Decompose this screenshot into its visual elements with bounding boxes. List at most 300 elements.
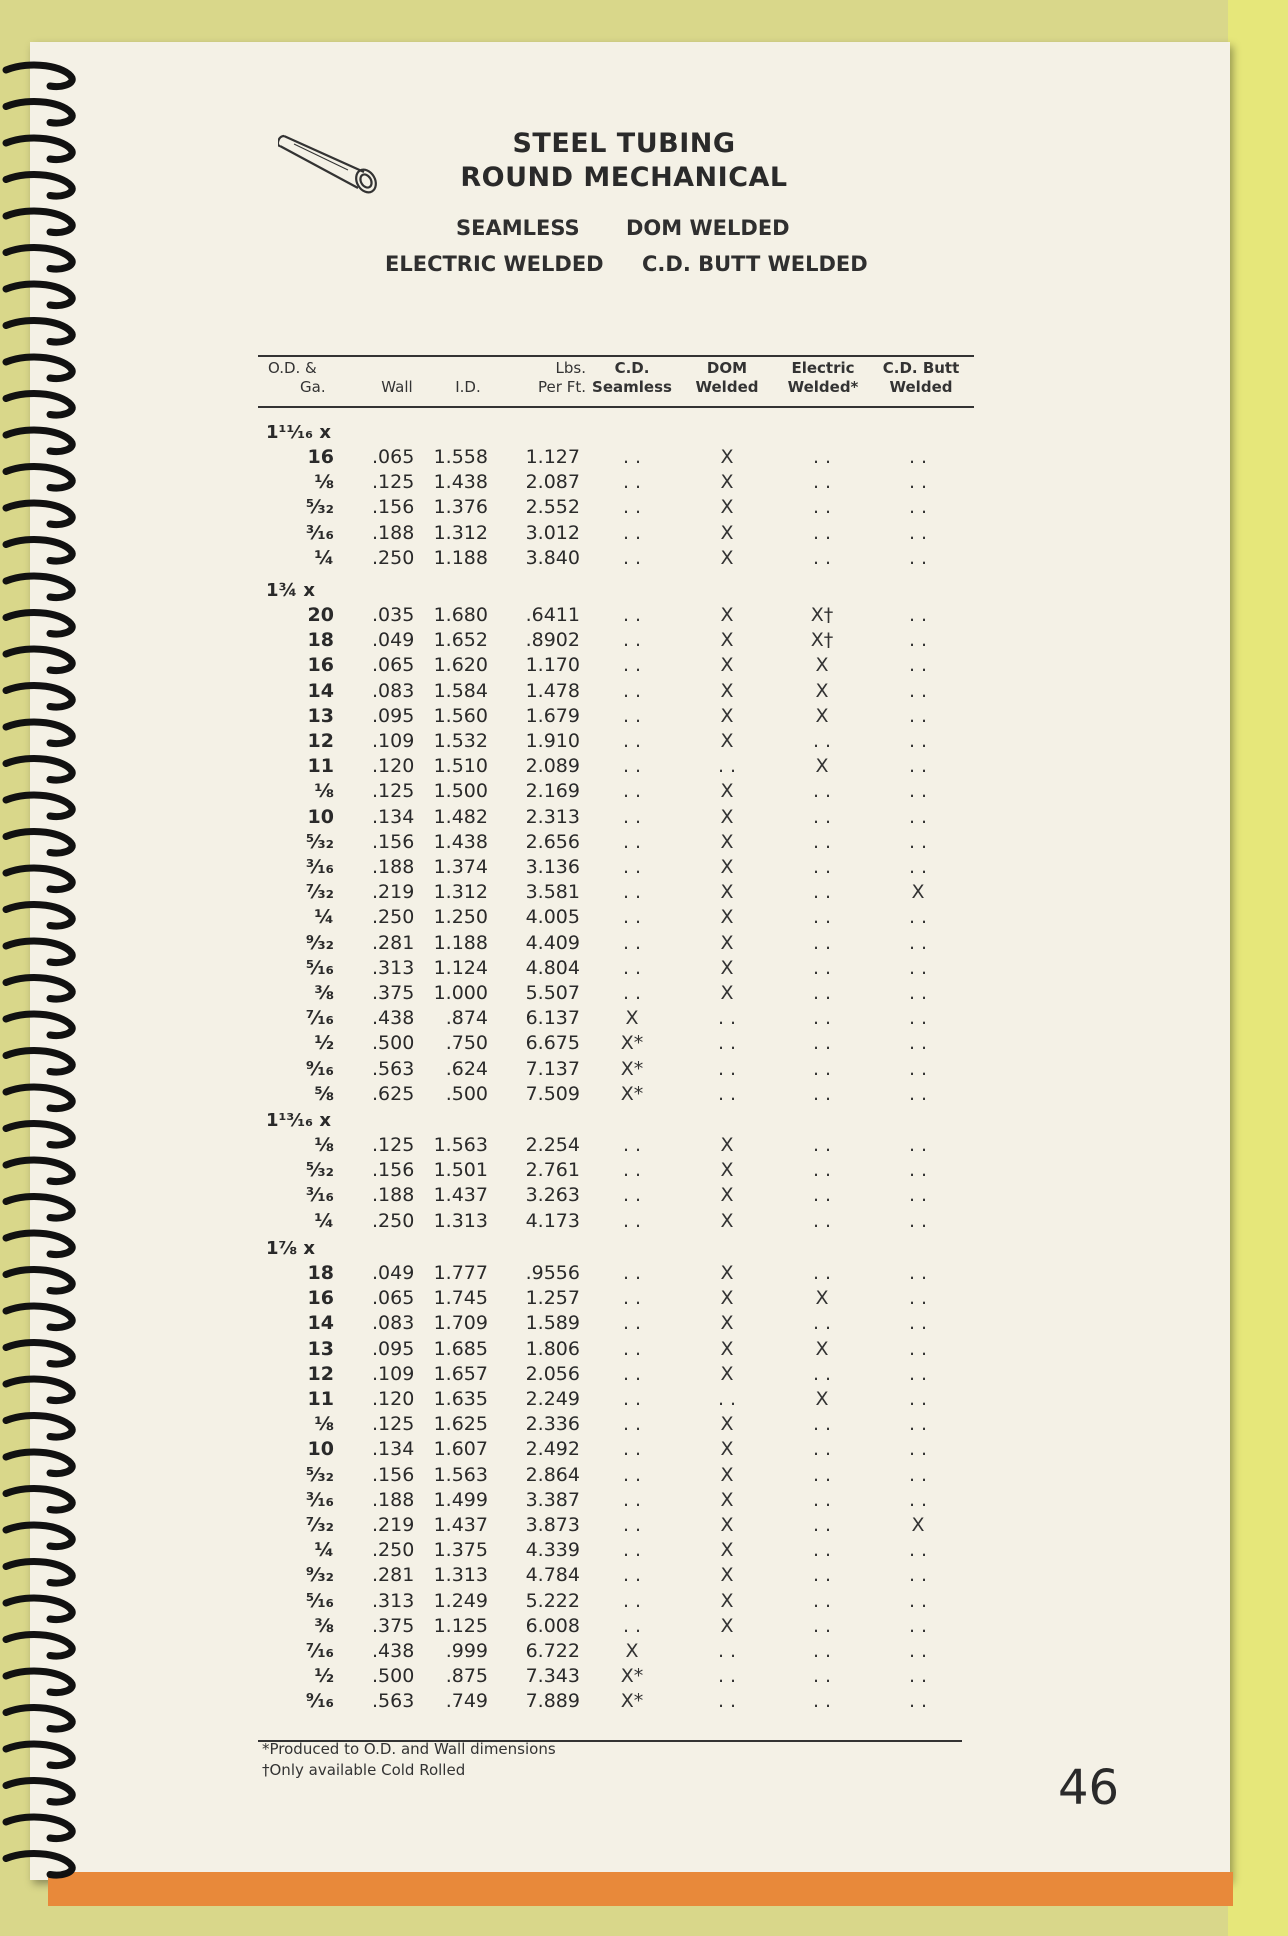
- cd-butt-welded-cell: . .: [908, 1287, 928, 1310]
- electric-welded-cell: . .: [812, 830, 832, 853]
- electric-welded-cell: X: [815, 704, 829, 727]
- cd-seamless-cell: . .: [622, 1262, 642, 1284]
- table-row: [0, 705, 1000, 730]
- col-cdb-line1: C.D. Butt: [882, 359, 960, 377]
- gauge-cell: ⁵⁄₃₂: [305, 1159, 334, 1182]
- cd-butt-welded-cell: . .: [908, 856, 928, 878]
- page-number: 46: [1058, 1760, 1120, 1816]
- table-row: [0, 730, 1000, 755]
- electric-welded-cell: . .: [812, 1514, 832, 1536]
- lbs-per-ft-cell: 4.339: [525, 1539, 580, 1562]
- cd-seamless-cell: . .: [622, 1514, 642, 1536]
- cd-seamless-cell: . .: [622, 755, 642, 778]
- gauge-cell: ¼: [314, 1209, 334, 1232]
- wall-cell: .156: [372, 830, 415, 853]
- id-cell: 1.437: [433, 1184, 488, 1207]
- table-row: [0, 1539, 1000, 1564]
- electric-welded-cell: X†: [810, 629, 834, 652]
- dom-welded-cell: X: [720, 956, 734, 979]
- cd-seamless-cell: . .: [622, 1463, 642, 1486]
- lbs-per-ft-cell: 4.784: [525, 1564, 580, 1587]
- electric-welded-cell: . .: [812, 780, 832, 803]
- id-cell: 1.312: [433, 881, 488, 904]
- id-cell: 1.777: [433, 1262, 488, 1284]
- cd-butt-welded-cell: . .: [908, 629, 928, 652]
- cd-butt-welded-cell: . .: [908, 780, 928, 803]
- id-cell: 1.499: [433, 1488, 488, 1511]
- cd-seamless-cell: . .: [622, 730, 642, 752]
- table-row: [0, 1262, 1000, 1287]
- cd-seamless-cell: . .: [622, 931, 642, 954]
- wall-cell: .313: [372, 1589, 415, 1612]
- electric-welded-cell: . .: [812, 1007, 832, 1030]
- wall-cell: .188: [372, 856, 415, 878]
- wall-cell: .125: [372, 1134, 415, 1156]
- table-row: [0, 1363, 1000, 1388]
- page-title: STEEL TUBING: [512, 128, 736, 159]
- id-cell: .500: [445, 1082, 488, 1105]
- gauge-cell: ⁹⁄₁₆: [305, 1690, 334, 1713]
- col-electric-welded: [778, 359, 868, 397]
- wall-cell: .134: [372, 1438, 415, 1461]
- size-group-label: 1⅞ x: [266, 1238, 316, 1259]
- cd-seamless-cell: . .: [622, 1388, 642, 1410]
- cd-butt-welded-cell: . .: [908, 1134, 928, 1156]
- electric-welded-cell: . .: [812, 906, 832, 929]
- cd-seamless-cell: . .: [622, 1589, 642, 1612]
- electric-welded-cell: . .: [812, 471, 832, 494]
- id-cell: 1.375: [433, 1539, 488, 1562]
- cd-butt-welded-cell: . .: [908, 496, 928, 519]
- cd-seamless-cell: X*: [620, 1082, 644, 1105]
- gauge-cell: 16: [307, 654, 334, 677]
- table-row: [0, 906, 1000, 931]
- table-row: [0, 1032, 1000, 1057]
- cd-butt-welded-cell: . .: [908, 1007, 928, 1030]
- wall-cell: .219: [372, 881, 415, 904]
- cd-seamless-cell: X*: [620, 1032, 644, 1055]
- cd-seamless-cell: . .: [622, 780, 642, 803]
- cd-butt-welded-cell: . .: [908, 1337, 928, 1360]
- cd-seamless-cell: . .: [622, 956, 642, 979]
- electric-welded-cell: . .: [812, 546, 832, 569]
- cd-butt-welded-cell: . .: [908, 1614, 928, 1637]
- id-cell: 1.501: [433, 1159, 488, 1182]
- col-wall: Wall: [381, 378, 413, 396]
- lbs-per-ft-cell: 1.170: [525, 654, 580, 677]
- gauge-cell: ¼: [314, 906, 334, 929]
- electric-welded-cell: . .: [812, 521, 832, 544]
- electric-welded-cell: . .: [812, 1159, 832, 1182]
- lbs-per-ft-cell: 1.910: [525, 730, 580, 752]
- gauge-cell: ⁵⁄₃₂: [305, 830, 334, 853]
- lbs-per-ft-cell: 1.679: [525, 704, 580, 727]
- id-cell: .749: [445, 1690, 488, 1713]
- wall-cell: .049: [372, 629, 415, 652]
- electric-welded-cell: . .: [812, 1564, 832, 1587]
- lbs-per-ft-cell: 3.136: [525, 856, 580, 878]
- table-row: [0, 1312, 1000, 1337]
- col-cds-line2: Seamless: [592, 378, 672, 396]
- lbs-per-ft-cell: 3.387: [525, 1488, 580, 1511]
- lbs-per-ft-cell: 2.169: [525, 780, 580, 803]
- wall-cell: .219: [372, 1514, 415, 1536]
- wall-cell: .120: [372, 755, 415, 778]
- id-cell: .875: [445, 1665, 488, 1688]
- wall-cell: .438: [372, 1640, 415, 1662]
- gauge-cell: 11: [307, 755, 334, 778]
- electric-welded-cell: . .: [812, 1589, 832, 1612]
- id-cell: 1.680: [433, 604, 488, 626]
- dom-welded-cell: X: [720, 1262, 734, 1284]
- id-cell: 1.188: [433, 546, 488, 569]
- wall-cell: .125: [372, 1413, 415, 1436]
- lbs-per-ft-cell: 5.507: [525, 982, 580, 1004]
- gauge-cell: 13: [307, 1337, 334, 1360]
- gauge-cell: 10: [307, 1438, 334, 1461]
- col-od-line2: Ga.: [300, 378, 326, 396]
- lbs-per-ft-cell: 5.222: [525, 1589, 580, 1612]
- cd-butt-welded-cell: . .: [908, 1463, 928, 1486]
- lbs-per-ft-cell: 2.336: [525, 1413, 580, 1436]
- col-od-ga: [268, 359, 338, 397]
- dom-welded-cell: X: [720, 1134, 734, 1156]
- id-cell: 1.125: [433, 1614, 488, 1637]
- id-cell: 1.313: [433, 1564, 488, 1587]
- dom-welded-cell: X: [720, 830, 734, 853]
- cd-seamless-cell: . .: [622, 906, 642, 929]
- table-row: [0, 629, 1000, 654]
- cd-seamless-cell: . .: [622, 1312, 642, 1335]
- wall-cell: .625: [372, 1082, 415, 1105]
- table-row: [0, 547, 1000, 572]
- wall-cell: .125: [372, 780, 415, 803]
- dom-welded-cell: . .: [717, 1640, 737, 1662]
- cd-seamless-cell: . .: [622, 1413, 642, 1436]
- electric-welded-cell: . .: [812, 1413, 832, 1436]
- table-row: [0, 1690, 1000, 1715]
- electric-welded-cell: . .: [812, 856, 832, 878]
- dom-welded-cell: X: [720, 780, 734, 803]
- electric-welded-cell: . .: [812, 446, 832, 468]
- id-cell: 1.500: [433, 780, 488, 803]
- lbs-per-ft-cell: 1.127: [525, 446, 580, 468]
- cd-seamless-cell: . .: [622, 446, 642, 468]
- gauge-cell: ⁷⁄₃₂: [305, 881, 334, 904]
- table-row: [0, 1564, 1000, 1589]
- table-row: [0, 932, 1000, 957]
- wall-cell: .095: [372, 1337, 415, 1360]
- table-row: [0, 1489, 1000, 1514]
- wall-cell: .438: [372, 1007, 415, 1030]
- dom-welded-cell: X: [720, 1287, 734, 1310]
- gauge-cell: ⁵⁄₁₆: [305, 956, 334, 979]
- cd-seamless-cell: . .: [622, 521, 642, 544]
- dom-welded-cell: X: [720, 521, 734, 544]
- cd-butt-welded-cell: . .: [908, 1312, 928, 1335]
- dom-welded-cell: X: [720, 906, 734, 929]
- gauge-cell: ⅛: [314, 1134, 334, 1156]
- wall-cell: .188: [372, 1488, 415, 1511]
- id-cell: 1.124: [433, 956, 488, 979]
- cd-seamless-cell: . .: [622, 1134, 642, 1156]
- lbs-per-ft-cell: 4.173: [525, 1209, 580, 1232]
- cd-butt-welded-cell: . .: [908, 830, 928, 853]
- electric-welded-cell: X: [815, 755, 829, 778]
- dom-welded-cell: X: [720, 1614, 734, 1637]
- electric-welded-cell: X†: [810, 604, 834, 626]
- lbs-per-ft-cell: 1.589: [525, 1312, 580, 1335]
- table-row: [0, 1438, 1000, 1463]
- gauge-cell: 14: [307, 679, 334, 702]
- electric-welded-cell: . .: [812, 805, 832, 828]
- electric-welded-cell: . .: [812, 1262, 832, 1284]
- gauge-cell: ⁵⁄₃₂: [305, 496, 334, 519]
- cd-seamless-cell: . .: [622, 805, 642, 828]
- gauge-cell: ⅛: [314, 780, 334, 803]
- lbs-per-ft-cell: 4.005: [525, 906, 580, 929]
- cd-seamless-cell: . .: [622, 629, 642, 652]
- wall-cell: .035: [372, 604, 415, 626]
- id-cell: 1.625: [433, 1413, 488, 1436]
- dom-welded-cell: X: [720, 931, 734, 954]
- gauge-cell: ⁷⁄₁₆: [305, 1007, 334, 1030]
- cd-seamless-cell: X: [625, 1640, 639, 1662]
- lbs-per-ft-cell: 3.840: [525, 546, 580, 569]
- id-cell: 1.620: [433, 654, 488, 677]
- wall-cell: .065: [372, 1287, 415, 1310]
- cd-butt-welded-cell: . .: [908, 1488, 928, 1511]
- electric-welded-cell: . .: [812, 881, 832, 904]
- dom-welded-cell: X: [720, 982, 734, 1004]
- col-lbs-line1: Lbs.: [555, 359, 586, 377]
- table-row: [0, 1184, 1000, 1209]
- footnote-produced: *Produced to O.D. and Wall dimensions: [262, 1740, 556, 1758]
- gauge-cell: ⅜: [314, 1614, 334, 1637]
- dom-welded-cell: X: [720, 446, 734, 468]
- cd-butt-welded-cell: . .: [908, 446, 928, 468]
- wall-cell: .500: [372, 1665, 415, 1688]
- dom-welded-cell: X: [720, 1539, 734, 1562]
- table-row: [0, 1388, 1000, 1413]
- table-row: [0, 1210, 1000, 1235]
- lbs-per-ft-cell: 7.509: [525, 1082, 580, 1105]
- cd-butt-welded-cell: . .: [908, 1690, 928, 1713]
- subtitle-cd-butt-welded: C.D. BUTT WELDED: [642, 252, 868, 276]
- electric-welded-cell: X: [815, 654, 829, 677]
- cd-butt-welded-cell: . .: [908, 1589, 928, 1612]
- dom-welded-cell: X: [720, 629, 734, 652]
- dom-welded-cell: X: [720, 1463, 734, 1486]
- cd-seamless-cell: . .: [622, 982, 642, 1004]
- lbs-per-ft-cell: 2.089: [525, 755, 580, 778]
- wall-cell: .109: [372, 730, 415, 752]
- electric-welded-cell: . .: [812, 956, 832, 979]
- electric-welded-cell: . .: [812, 1082, 832, 1105]
- gauge-cell: 12: [307, 730, 334, 752]
- id-cell: 1.607: [433, 1438, 488, 1461]
- electric-welded-cell: . .: [812, 982, 832, 1004]
- dom-welded-cell: X: [720, 1337, 734, 1360]
- col-cds-line1: C.D.: [614, 359, 650, 377]
- gauge-cell: ⅛: [314, 1413, 334, 1436]
- cd-butt-welded-cell: . .: [908, 982, 928, 1004]
- dom-welded-cell: . .: [717, 1082, 737, 1105]
- wall-cell: .109: [372, 1362, 415, 1385]
- electric-welded-cell: . .: [812, 931, 832, 954]
- electric-welded-cell: . .: [812, 730, 832, 752]
- electric-welded-cell: . .: [812, 1312, 832, 1335]
- gauge-cell: 11: [307, 1388, 334, 1410]
- table-row: [0, 1413, 1000, 1438]
- lbs-per-ft-cell: 7.889: [525, 1690, 580, 1713]
- table-row: [0, 1590, 1000, 1615]
- cd-seamless-cell: . .: [622, 1564, 642, 1587]
- lbs-per-ft-cell: 6.137: [525, 1007, 580, 1030]
- wall-cell: .281: [372, 1564, 415, 1587]
- cd-seamless-cell: . .: [622, 1184, 642, 1207]
- table-row: [0, 957, 1000, 982]
- id-cell: 1.745: [433, 1287, 488, 1310]
- id-cell: .750: [445, 1032, 488, 1055]
- lbs-per-ft-cell: 2.864: [525, 1463, 580, 1486]
- cd-butt-welded-cell: . .: [908, 1184, 928, 1207]
- electric-welded-cell: . .: [812, 1665, 832, 1688]
- cd-seamless-cell: . .: [622, 496, 642, 519]
- cd-butt-welded-cell: . .: [908, 805, 928, 828]
- electric-welded-cell: . .: [812, 1463, 832, 1486]
- cd-seamless-cell: . .: [622, 830, 642, 853]
- electric-welded-cell: . .: [812, 1640, 832, 1662]
- id-cell: 1.438: [433, 471, 488, 494]
- id-cell: 1.563: [433, 1134, 488, 1156]
- dom-welded-cell: . .: [717, 1057, 737, 1080]
- cd-butt-welded-cell: . .: [908, 906, 928, 929]
- table-row: [0, 654, 1000, 679]
- gauge-cell: ³⁄₁₆: [305, 1488, 334, 1511]
- footnote-cold-rolled: †Only available Cold Rolled: [262, 1761, 466, 1779]
- dom-welded-cell: X: [720, 1514, 734, 1536]
- lbs-per-ft-cell: 3.012: [525, 521, 580, 544]
- table-row: [0, 522, 1000, 547]
- lbs-per-ft-cell: 3.581: [525, 881, 580, 904]
- gauge-cell: ⅝: [314, 1082, 334, 1105]
- gauge-cell: ⁷⁄₃₂: [305, 1514, 334, 1536]
- page-subtitle: ROUND MECHANICAL: [460, 162, 788, 193]
- id-cell: 1.438: [433, 830, 488, 853]
- cd-butt-welded-cell: . .: [908, 1262, 928, 1284]
- cd-seamless-cell: . .: [622, 856, 642, 878]
- electric-welded-cell: . .: [812, 1539, 832, 1562]
- table-row: [0, 1514, 1000, 1539]
- lbs-per-ft-cell: 2.056: [525, 1362, 580, 1385]
- table-top-rule: [258, 355, 974, 357]
- id-cell: .624: [445, 1057, 488, 1080]
- electric-welded-cell: . .: [812, 1690, 832, 1713]
- dom-welded-cell: X: [720, 471, 734, 494]
- gauge-cell: ½: [314, 1665, 334, 1688]
- wall-cell: .281: [372, 931, 415, 954]
- id-cell: 1.312: [433, 521, 488, 544]
- table-row: [0, 881, 1000, 906]
- cd-butt-welded-cell: . .: [908, 1438, 928, 1461]
- cd-butt-welded-cell: . .: [908, 604, 928, 626]
- gauge-cell: ¼: [314, 546, 334, 569]
- cd-seamless-cell: . .: [622, 546, 642, 569]
- electric-welded-cell: . .: [812, 1488, 832, 1511]
- id-cell: 1.558: [433, 446, 488, 468]
- col-cd-seamless: [586, 359, 678, 397]
- cd-butt-welded-cell: . .: [908, 1032, 928, 1055]
- table-row: [0, 780, 1000, 805]
- electric-welded-cell: . .: [812, 1362, 832, 1385]
- cd-butt-welded-cell: . .: [908, 1209, 928, 1232]
- wall-cell: .134: [372, 805, 415, 828]
- electric-welded-cell: X: [815, 679, 829, 702]
- lbs-per-ft-cell: 3.263: [525, 1184, 580, 1207]
- col-cd-butt-welded: [876, 359, 966, 397]
- table-row: [0, 1134, 1000, 1159]
- cd-butt-welded-cell: . .: [908, 704, 928, 727]
- table-row: [0, 680, 1000, 705]
- cd-butt-welded-cell: . .: [908, 1082, 928, 1105]
- gauge-cell: 10: [307, 805, 334, 828]
- size-group-label: 1¹³⁄₁₆ x: [266, 1110, 331, 1131]
- id-cell: 1.482: [433, 805, 488, 828]
- id-cell: .999: [445, 1640, 488, 1662]
- lbs-per-ft-cell: 4.804: [525, 956, 580, 979]
- table-row: [0, 1615, 1000, 1640]
- table-header-rule: [258, 406, 974, 408]
- lbs-per-ft-cell: 7.343: [525, 1665, 580, 1688]
- wall-cell: .065: [372, 446, 415, 468]
- id-cell: 1.374: [433, 856, 488, 878]
- gauge-cell: 18: [307, 1262, 334, 1284]
- dom-welded-cell: X: [720, 1438, 734, 1461]
- cd-seamless-cell: X*: [620, 1057, 644, 1080]
- table-row: [0, 1338, 1000, 1363]
- col-od-line1: O.D. &: [268, 359, 317, 377]
- wall-cell: .095: [372, 704, 415, 727]
- id-cell: 1.584: [433, 679, 488, 702]
- cd-butt-welded-cell: . .: [908, 755, 928, 778]
- lbs-per-ft-cell: 1.478: [525, 679, 580, 702]
- cd-seamless-cell: . .: [622, 704, 642, 727]
- cd-seamless-cell: X*: [620, 1690, 644, 1713]
- wall-cell: .250: [372, 546, 415, 569]
- cd-seamless-cell: . .: [622, 1287, 642, 1310]
- gauge-cell: ⁵⁄₁₆: [305, 1589, 334, 1612]
- cd-butt-welded-cell: . .: [908, 1665, 928, 1688]
- gauge-cell: ³⁄₁₆: [305, 521, 334, 544]
- dom-welded-cell: X: [720, 1312, 734, 1335]
- cd-seamless-cell: . .: [622, 1438, 642, 1461]
- lbs-per-ft-cell: 2.552: [525, 496, 580, 519]
- lbs-per-ft-cell: 2.761: [525, 1159, 580, 1182]
- id-cell: 1.510: [433, 755, 488, 778]
- gauge-cell: ⁹⁄₁₆: [305, 1057, 334, 1080]
- subtitle-electric-welded: ELECTRIC WELDED: [385, 252, 604, 276]
- gauge-cell: ⁹⁄₃₂: [305, 931, 334, 954]
- cd-butt-welded-cell: . .: [908, 1413, 928, 1436]
- electric-welded-cell: X: [815, 1337, 829, 1360]
- cd-butt-welded-cell: . .: [908, 1640, 928, 1662]
- cd-seamless-cell: . .: [622, 1614, 642, 1637]
- col-cdb-line2: Welded: [889, 378, 953, 396]
- gauge-cell: ⅜: [314, 982, 334, 1004]
- table-row: [0, 1640, 1000, 1665]
- gauge-cell: ⁵⁄₃₂: [305, 1463, 334, 1486]
